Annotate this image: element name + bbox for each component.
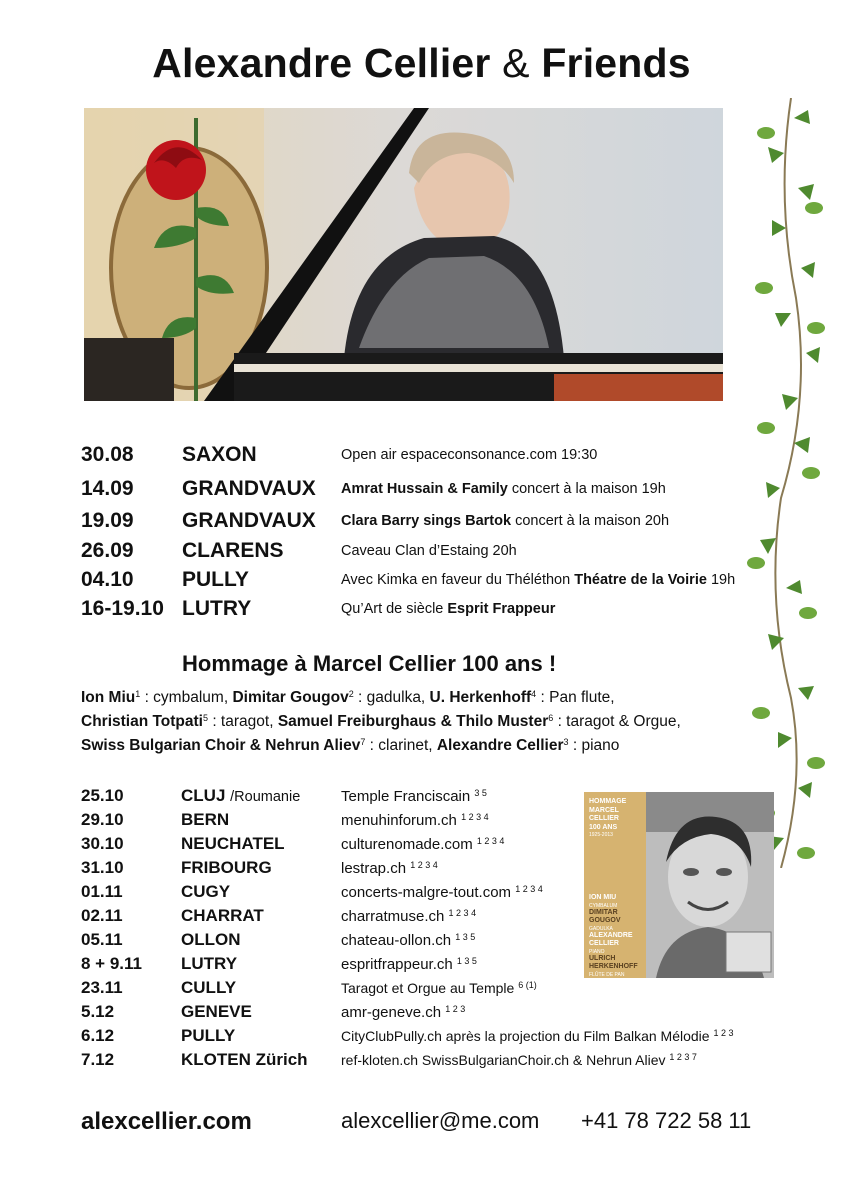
event-info xyxy=(341,481,666,497)
tour-city-name: PULLY xyxy=(181,1026,236,1045)
tour-city-name: CLUJ xyxy=(181,786,226,805)
event-info xyxy=(341,572,735,588)
text-run: Théatre de la Voirie xyxy=(574,572,707,588)
tour-city-country: /Roumanie xyxy=(230,789,301,805)
tour-venue xyxy=(341,812,489,829)
album-cover-text xyxy=(584,792,646,978)
tour-date: 8 + 9.11 xyxy=(81,954,142,973)
album-cover xyxy=(584,792,774,978)
text-run: Samuel Freiburghaus & Thilo Muster xyxy=(277,713,549,730)
tour-venue xyxy=(341,956,477,973)
text-run: CityClubPully.ch après la projection du Film Balkan Mélodie xyxy=(341,1028,714,1044)
tour-city-name: OLLON xyxy=(181,930,241,949)
tour-venue xyxy=(341,908,476,925)
event-city: LUTRY xyxy=(182,597,252,620)
tour-city xyxy=(181,930,241,950)
text-run: Dimitar Gougov xyxy=(232,689,349,706)
text-run: lestrap.ch xyxy=(341,860,411,877)
text-run: Alexandre Cellier xyxy=(436,737,564,754)
cover-credit-name: ALEXANDRE CELLIER xyxy=(589,931,633,947)
footnote-ref: 3 5 xyxy=(474,788,487,798)
footnote-ref: 1 2 3 4 xyxy=(461,812,489,822)
cover-hommage: HOMMAGE xyxy=(589,798,627,805)
musicians-line xyxy=(81,686,781,710)
cover-credit-name: ULRICH HERKENHOFF xyxy=(589,954,638,970)
marcel-cellier-portrait xyxy=(646,792,774,978)
event-info xyxy=(341,447,597,463)
cover-credit-role: FLÛTE DE PAN xyxy=(589,971,625,978)
cover-credit-name: ION MIU xyxy=(589,894,617,901)
event-date: 26.09 xyxy=(81,539,134,562)
footnote-ref: 1 xyxy=(135,689,141,699)
tour-city-name: FRIBOURG xyxy=(181,858,272,877)
event-date: 04.10 xyxy=(81,568,134,591)
tour-date: 02.11 xyxy=(81,906,123,925)
cover-span: 1925-2013 xyxy=(589,832,613,838)
title-friends: Friends xyxy=(541,40,691,86)
footnote-ref: 3 xyxy=(563,737,569,747)
event-city: CLARENS xyxy=(182,539,284,562)
footnote-ref: 1 2 3 7 xyxy=(669,1052,697,1062)
tour-date: 29.10 xyxy=(81,810,124,829)
website-link[interactable]: alexcellier.com xyxy=(81,1108,252,1135)
text-run: Avec Kimka en faveur du Théléthon xyxy=(341,572,575,588)
text-run: concert à la maison 19h xyxy=(507,481,666,497)
text-run: Taragot et Orgue au Temple xyxy=(341,980,519,996)
event-date: 14.09 xyxy=(81,477,134,500)
text-run: Caveau Clan d’Estaing 20h xyxy=(341,543,517,559)
tour-venue xyxy=(341,980,537,996)
tour-city-name: CUGY xyxy=(181,882,231,901)
text-run: culturenomade.com xyxy=(341,836,477,853)
tour-date: 01.11 xyxy=(81,882,123,901)
text-run: 19h xyxy=(706,572,736,588)
footnote-ref: 1 3 5 xyxy=(456,956,477,966)
tour-date: 23.11 xyxy=(81,978,123,997)
tour-city xyxy=(181,858,272,878)
tour-venue xyxy=(341,1004,465,1021)
text-run: Temple Franciscain xyxy=(341,788,475,805)
text-run: : clarinet, xyxy=(365,737,437,754)
footnote-ref: 1 2 3 4 xyxy=(410,860,438,870)
text-run: amr-geneve.ch xyxy=(341,1004,446,1021)
tour-date: 30.10 xyxy=(81,834,124,853)
text-run: : taragot & Orgue, xyxy=(553,713,681,730)
tour-city xyxy=(181,1026,235,1046)
tour-venue xyxy=(341,1052,697,1068)
text-run: Amrat Hussain & Family xyxy=(341,481,508,497)
tour-venue xyxy=(341,884,543,901)
pianist-photo xyxy=(84,108,723,401)
text-run: Ion Miu xyxy=(81,689,136,706)
tour-date: 6.12 xyxy=(81,1026,115,1045)
tour-date: 5.12 xyxy=(81,1002,115,1021)
text-run: Swiss Bulgarian Choir & Nehrun Aliev xyxy=(81,737,361,754)
text-run: ref-kloten.ch SwissBulgarianChoir.ch & Nehrun Aliev xyxy=(341,1052,670,1068)
tour-city xyxy=(181,954,237,974)
cover-name: MARCEL CELLIER xyxy=(589,806,619,822)
musicians-line xyxy=(81,734,781,758)
event-info xyxy=(341,543,517,559)
text-run: Christian Totpati xyxy=(81,713,203,730)
event-city: GRANDVAUX xyxy=(182,477,316,500)
event-date: 30.08 xyxy=(81,443,134,466)
text-run: Qu’Art de siècle xyxy=(341,601,448,617)
tour-city xyxy=(181,810,229,830)
event-city: GRANDVAUX xyxy=(182,509,316,532)
event-city: SAXON xyxy=(182,443,257,466)
email-link[interactable]: alexcellier@me.com xyxy=(341,1108,540,1133)
cover-years: 100 ANS xyxy=(589,823,618,831)
event-info xyxy=(341,513,669,529)
footnote-ref: 6 xyxy=(548,713,554,723)
footnote-ref: 4 xyxy=(531,689,537,699)
footnote-ref: 1 2 3 4 xyxy=(448,908,477,918)
text-run: U. Herkenhoff xyxy=(429,689,532,706)
text-run: concerts-malgre-tout.com xyxy=(341,884,516,901)
tour-city xyxy=(181,882,230,902)
tour-venue xyxy=(341,836,504,853)
text-run: menuhinforum.ch xyxy=(341,812,462,829)
event-date: 16-19.10 xyxy=(81,597,164,620)
cover-credit-role: CYMBALUM xyxy=(589,902,618,909)
text-run: Clara Barry sings Bartok xyxy=(341,513,512,529)
tour-venue xyxy=(341,860,438,877)
footnote-ref: 1 3 5 xyxy=(455,932,476,942)
tour-venue xyxy=(341,788,487,805)
footnote-ref: 5 xyxy=(203,713,209,723)
event-date: 19.09 xyxy=(81,509,134,532)
event-info xyxy=(341,601,555,617)
musicians-line xyxy=(81,710,781,734)
tour-city-name: CHARRAT xyxy=(181,906,264,925)
tour-city-name: CULLY xyxy=(181,978,237,997)
footnote-ref: 1 2 3 xyxy=(713,1028,734,1038)
text-run: : gadulka, xyxy=(353,689,430,706)
text-run: espritfrappeur.ch xyxy=(341,956,457,973)
text-run: chateau-ollon.ch xyxy=(341,932,456,949)
tour-date: 25.10 xyxy=(81,786,124,805)
footnote-ref: 6 (1) xyxy=(518,980,537,990)
tour-city-name: NEUCHATEL xyxy=(181,834,285,853)
event-city: PULLY xyxy=(182,568,249,591)
tour-venue xyxy=(341,1028,734,1044)
tour-venue xyxy=(341,932,475,949)
tour-city-name: KLOTEN Zürich xyxy=(181,1050,308,1069)
hommage-heading: Hommage à Marcel Cellier 100 ans ! xyxy=(182,651,557,676)
musicians-credits xyxy=(81,686,781,758)
footnote-ref: 2 xyxy=(348,689,354,699)
tour-city xyxy=(181,786,300,806)
cover-credit-name: DIMITAR GOUGOV xyxy=(589,908,621,924)
tour-city xyxy=(181,1002,252,1022)
tour-city xyxy=(181,1050,308,1070)
footnote-ref: 7 xyxy=(360,737,366,747)
cover-credit-role: GADULKA xyxy=(589,925,613,932)
tour-date: 05.11 xyxy=(81,930,123,949)
text-run: : taragot, xyxy=(208,713,278,730)
text-run: : Pan flute, xyxy=(536,689,615,706)
tour-city xyxy=(181,834,285,854)
title-name: Alexandre Cellier xyxy=(152,40,491,86)
tour-city xyxy=(181,906,264,926)
tour-date: 7.12 xyxy=(81,1050,115,1069)
text-run: : piano xyxy=(568,737,620,754)
footnote-ref: 1 2 3 4 xyxy=(515,884,543,894)
text-run: charratmuse.ch xyxy=(341,908,449,925)
poster-title xyxy=(0,40,843,87)
text-run: Esprit Frappeur xyxy=(447,601,556,617)
footnote-ref: 1 2 3 xyxy=(445,1004,466,1014)
cover-credit-role: PIANO xyxy=(589,948,605,955)
phone-number[interactable]: +41 78 722 58 11 xyxy=(581,1108,752,1133)
tour-city xyxy=(181,978,236,998)
tour-city-name: GENEVE xyxy=(181,1002,252,1021)
tour-city-name: LUTRY xyxy=(181,954,238,973)
footnote-ref: 1 2 3 4 xyxy=(476,836,505,846)
tour-date: 31.10 xyxy=(81,858,124,877)
title-ampersand: & xyxy=(502,40,530,86)
text-run: concert à la maison 20h xyxy=(511,513,670,529)
text-run: Open air espaceconsonance.com 19:30 xyxy=(341,447,598,463)
tour-city-name: BERN xyxy=(181,810,230,829)
text-run: : cymbalum, xyxy=(140,689,233,706)
